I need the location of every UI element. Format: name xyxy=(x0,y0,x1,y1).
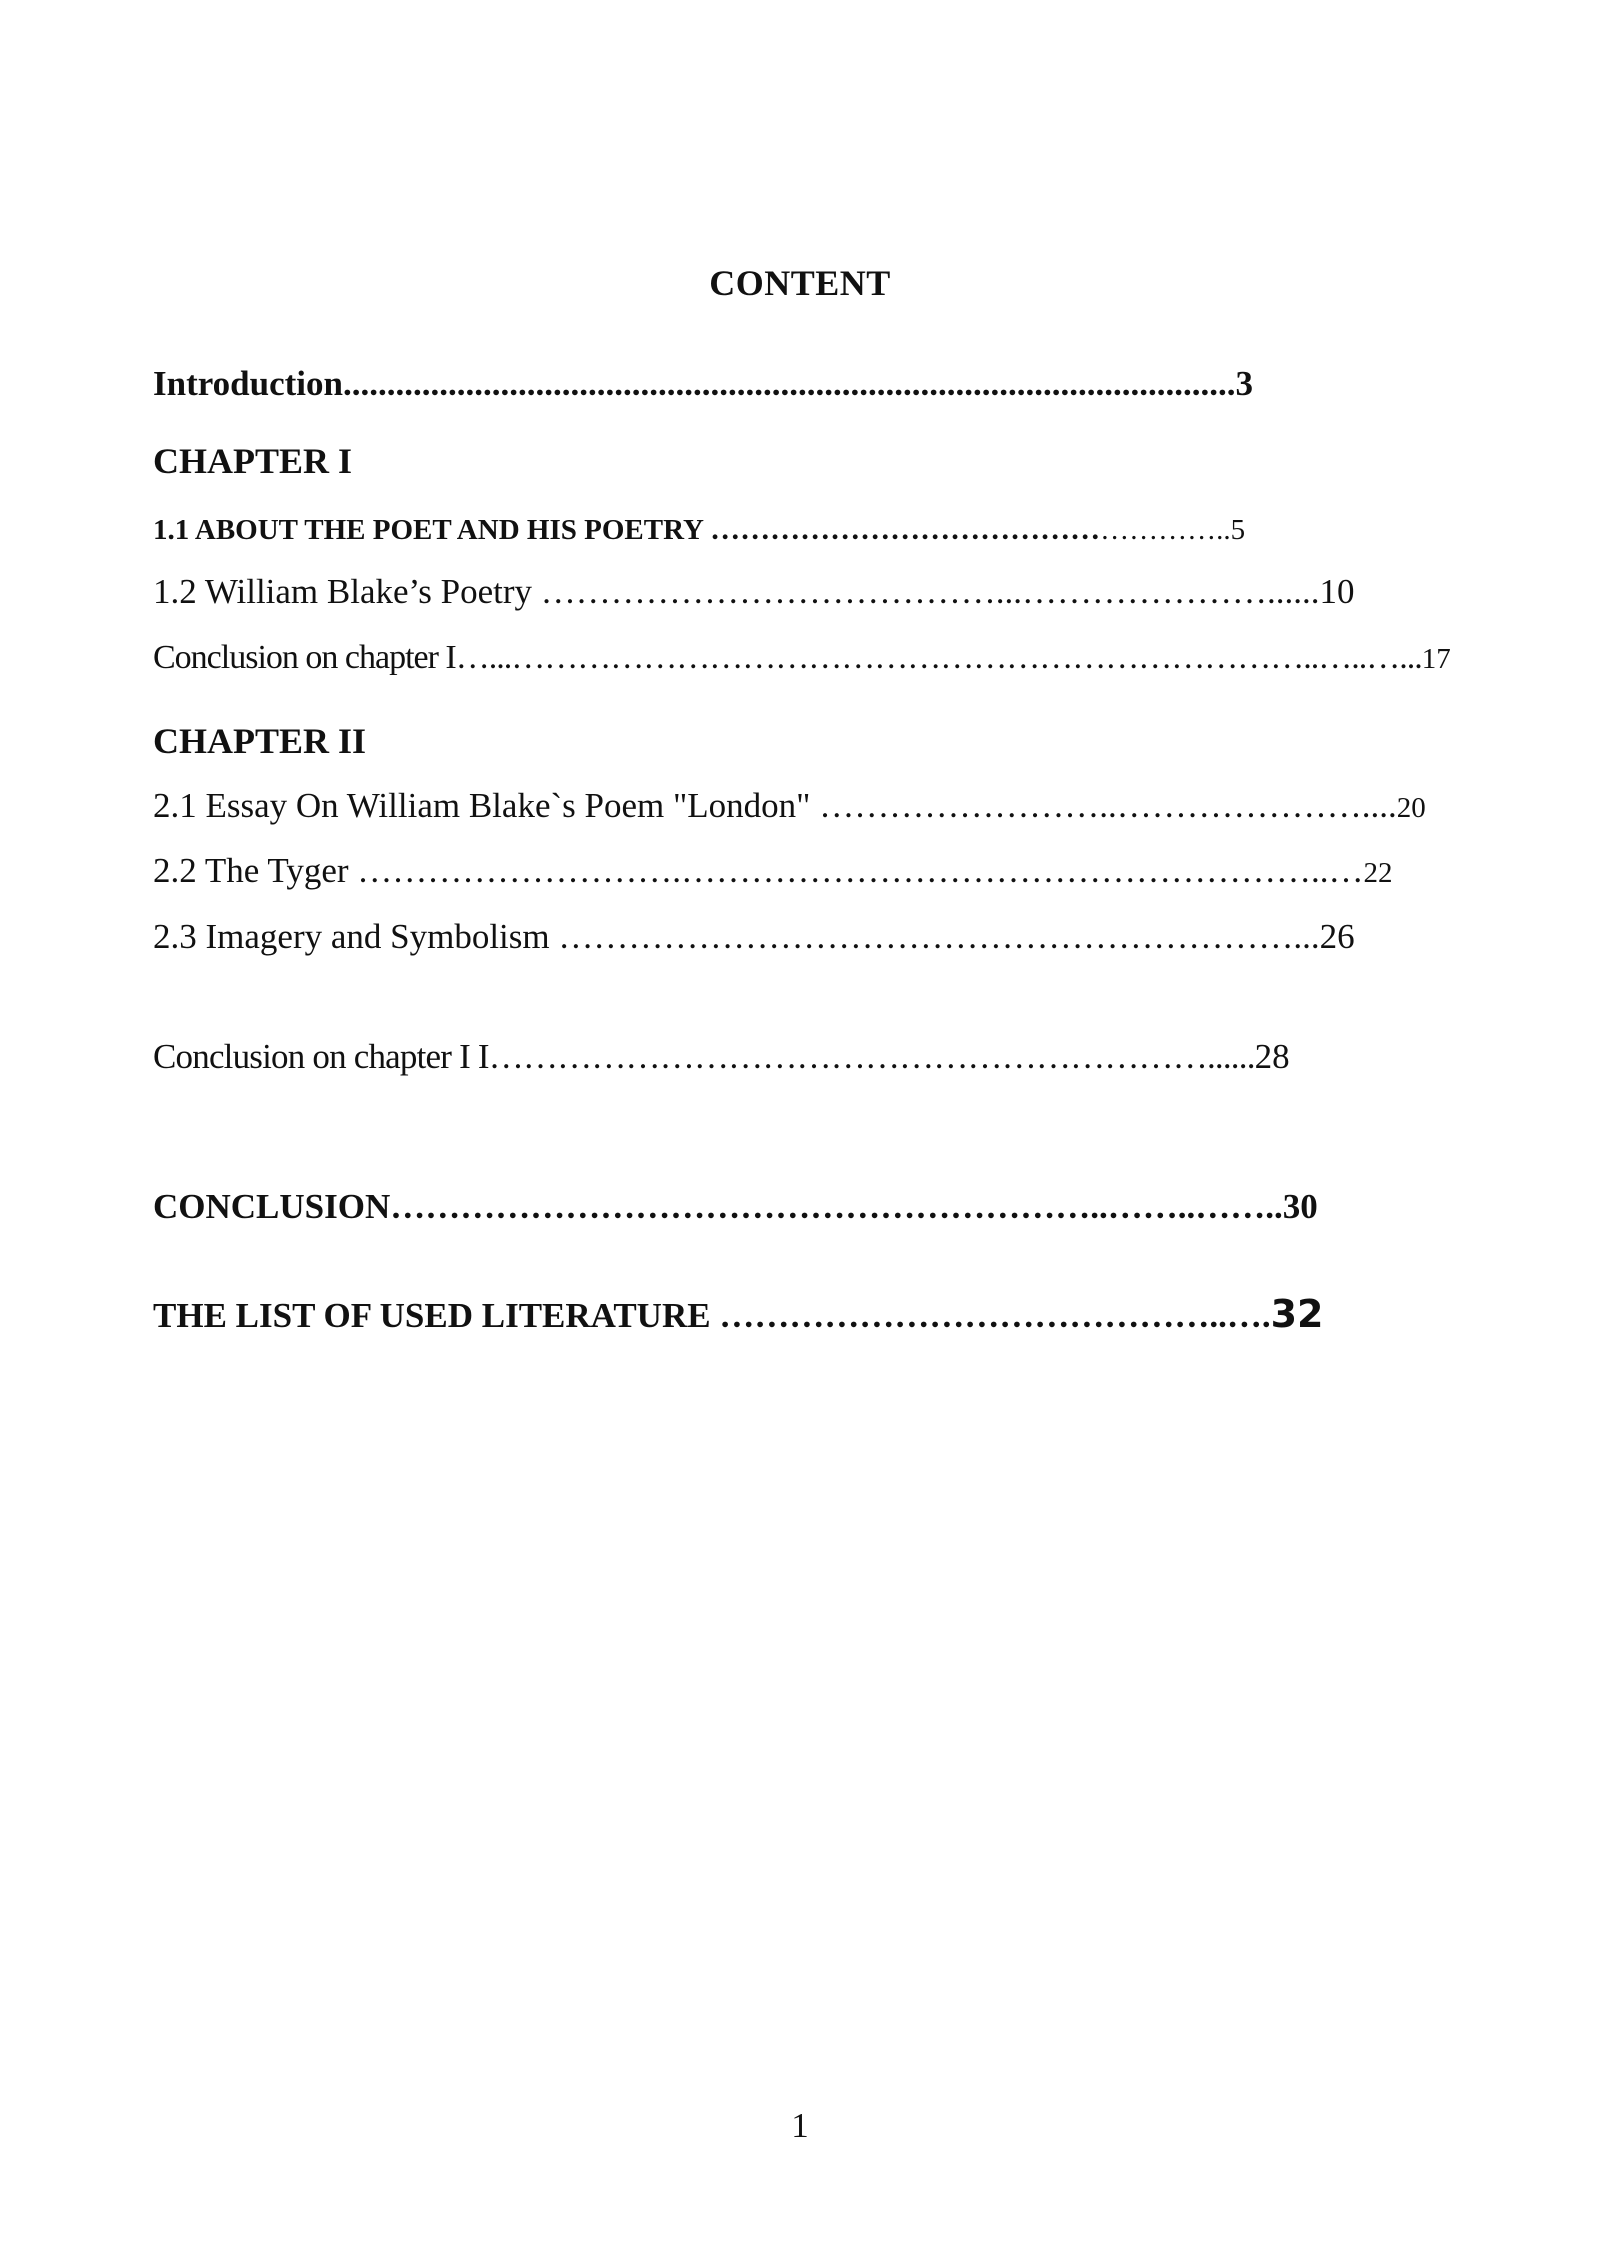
toc-label: CONCLUSION xyxy=(153,1187,391,1226)
toc-entry-1-1 xyxy=(153,513,1433,547)
toc-leader: …………………………………...…………………...... xyxy=(540,572,1320,611)
toc-entry-introduction xyxy=(153,364,1449,404)
toc-label: 2.1 Essay On William Blake`s Poem "London" xyxy=(153,786,820,825)
toc-leader: …...………………………………………………………………..…..…... xyxy=(455,639,1422,676)
toc-entry-1-2 xyxy=(153,572,1443,612)
toc-label: THE LIST OF USED LITERATURE xyxy=(153,1296,720,1335)
toc-entry-conclusion-chapter-1 xyxy=(153,639,1451,677)
toc-page-number: 26 xyxy=(1319,917,1355,956)
toc-chapter-heading: CHAPTER II xyxy=(153,721,367,761)
toc-page-number: 30 xyxy=(1282,1187,1318,1226)
toc-leader-bold: ………………………………… xyxy=(710,513,1101,546)
toc-label: 1.2 William Blake’s Poetry xyxy=(153,572,541,611)
toc-chapter-heading: CHAPTER I xyxy=(153,441,353,481)
toc-label: Conclusion on chapter I xyxy=(153,639,456,676)
toc-leader: ……………………..………………….... xyxy=(819,786,1397,825)
toc-leader: ………………………………………………………...... xyxy=(488,1037,1255,1076)
toc-label: Conclusion on chapter I I xyxy=(153,1037,489,1076)
toc-leader: ...................................................................................................... xyxy=(342,364,1236,403)
toc-leader: ……………………….………………………………………………..… xyxy=(357,851,1364,890)
toc-label: 1.1 ABOUT THE POET AND HIS POETRY xyxy=(153,514,711,546)
toc-entry-conclusion xyxy=(153,1187,1443,1227)
toc-label: Introduction xyxy=(153,364,343,403)
toc-page-number: 3 xyxy=(1235,364,1253,403)
toc-page-number: 20 xyxy=(1396,792,1426,824)
toc-page-number: 32 xyxy=(1270,1292,1324,1336)
toc-page-number: 17 xyxy=(1421,643,1451,675)
toc-entry-2-2 xyxy=(153,851,1443,891)
page-title: CONTENT xyxy=(709,263,891,303)
toc-leader: ……………………………………………………..……..…….. xyxy=(390,1187,1283,1226)
toc-page-number: 28 xyxy=(1254,1037,1290,1076)
page-number: 1 xyxy=(791,2106,809,2145)
toc-leader: ………………………………………………………... xyxy=(558,917,1320,956)
toc-page-number: 22 xyxy=(1363,857,1393,889)
toc-leader: ………….. xyxy=(1100,514,1231,546)
toc-page-number: 5 xyxy=(1230,514,1246,546)
toc-entry-2-1 xyxy=(153,786,1448,826)
toc-label: 2.3 Imagery and Symbolism xyxy=(153,917,559,956)
toc-leader: ……………………………………..…. xyxy=(719,1296,1271,1335)
toc-entry-conclusion-chapter-2 xyxy=(153,1037,1443,1077)
toc-label: 2.2 The Tyger xyxy=(153,851,358,890)
toc-entry-2-3 xyxy=(153,917,1448,957)
toc-entry-literature xyxy=(153,1292,1449,1336)
toc-page-number: 10 xyxy=(1319,572,1355,611)
